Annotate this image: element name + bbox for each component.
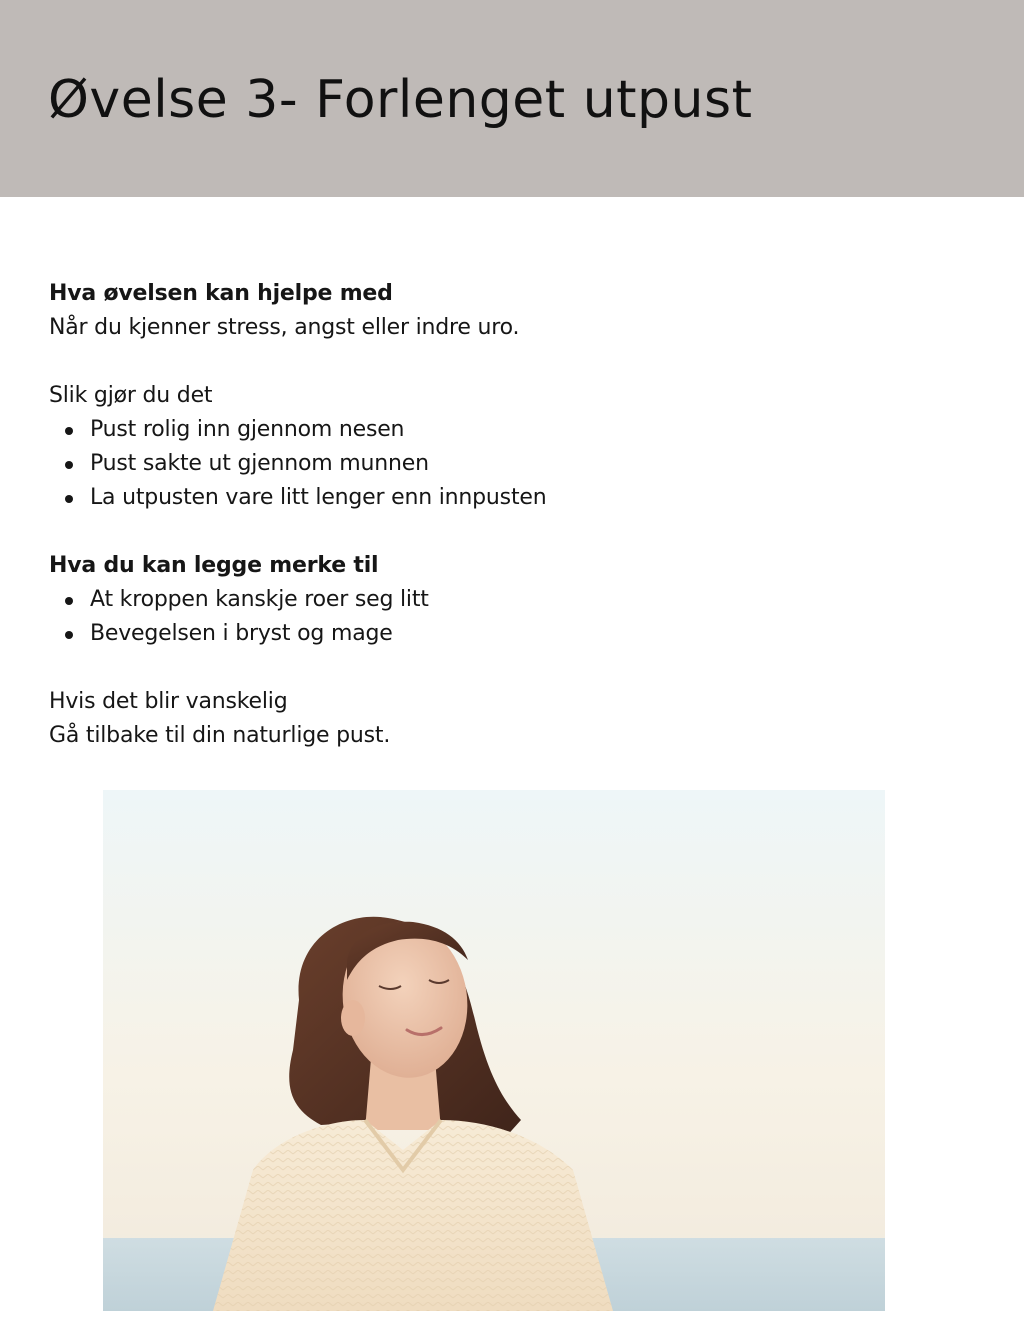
notice-list (49, 583, 949, 651)
help-heading: Hva øvelsen kan hjelpe med (49, 281, 393, 306)
spacer (49, 651, 949, 685)
bullet-icon (65, 461, 73, 469)
difficult-text: Gå tilbake til din naturlige pust. (49, 723, 391, 748)
list-item-text: Pust sakte ut gjennom munnen (90, 451, 429, 476)
notice-heading: Hva du kan legge merke til (49, 553, 379, 578)
difficult-heading: Hvis det blir vanskelig (49, 689, 288, 714)
photo-illustration (103, 790, 885, 1311)
howto-heading: Slik gjør du det (49, 383, 213, 408)
spacer (49, 515, 949, 549)
bullet-icon (65, 631, 73, 639)
list-item (49, 583, 949, 617)
main-content (49, 277, 949, 753)
list-item-text: Bevegelsen i bryst og mage (90, 621, 393, 646)
list-item-text: La utpusten vare litt lenger enn innpusten (90, 485, 547, 510)
page-title: Øvelse 3- Forlenget utpust (48, 70, 753, 130)
list-item (49, 413, 949, 447)
list-item (49, 447, 949, 481)
list-item-text: Pust rolig inn gjennom nesen (90, 417, 405, 442)
list-item-text: At kroppen kanskje roer seg litt (90, 587, 429, 612)
photo-woman-breathing (103, 790, 885, 1311)
howto-list (49, 413, 949, 515)
list-item (49, 617, 949, 651)
bullet-icon (65, 597, 73, 605)
spacer (49, 345, 949, 379)
page-header (0, 0, 1024, 197)
bullet-icon (65, 495, 73, 503)
list-item (49, 481, 949, 515)
bullet-icon (65, 427, 73, 435)
help-text: Når du kjenner stress, angst eller indre uro. (49, 315, 520, 340)
